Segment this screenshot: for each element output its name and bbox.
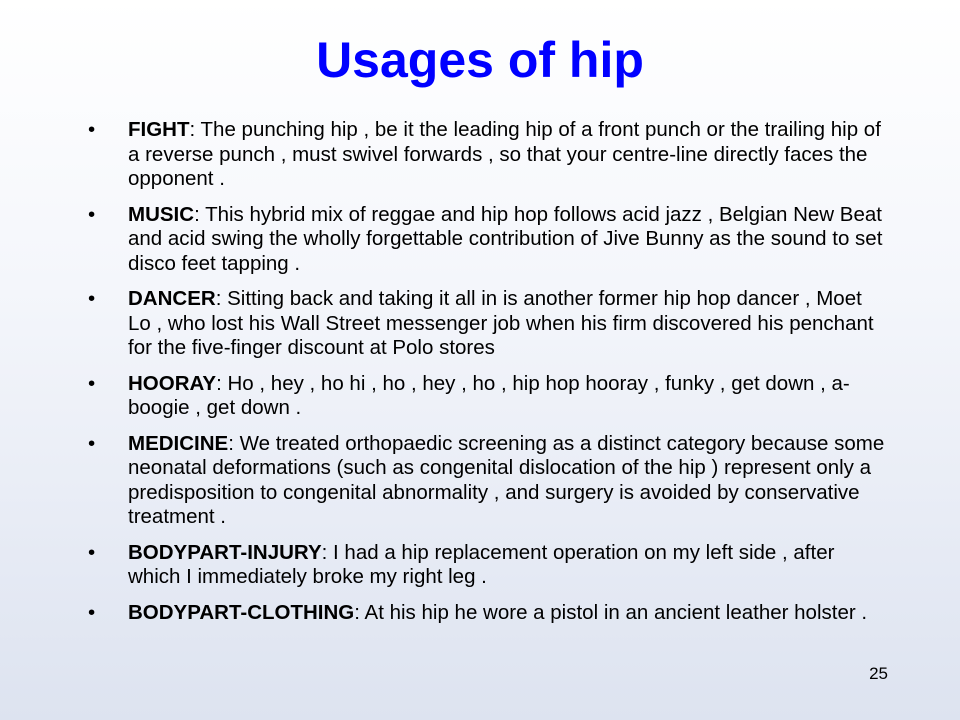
bullet-icon: • [88,202,96,226]
bullet-icon: • [88,540,96,564]
bullet-icon: • [88,371,96,395]
bullet-term: MEDICINE [128,431,229,455]
bullet-text: : We treated orthopaedic screening as a distinct category because some neonatal deformations (such as congenital dislocation of the hip ) represent only a predisposition to congenital abnormality , and surgery is avoided by conservative treatment . [128,431,885,528]
bullet-term: DANCER [128,287,216,310]
bullet-text: : The punching hip , be it the leading hip of a front punch or the trailing hip of a reverse punch , must swivel forwards , so that your centre-line directly faces the opponent . [128,118,881,190]
slide-title: Usages of hip [316,32,644,88]
bullet-item-medicine [88,432,888,530]
page-number: 25 [869,664,888,683]
bullet-icon: • [88,600,96,624]
bullet-item-fight [88,118,888,192]
bullet-text: : This hybrid mix of reggae and hip hop follows acid jazz , Belgian New Beat and acid swing the wholly forgettable contribution of Jive Bunny as the sound to set disco feet tapping . [128,202,883,275]
bullet-list [88,118,888,636]
bullet-text: : Sitting back and taking it all in is another former hip hop dancer , Moet Lo , who lost his Wall Street messenger job when his firm discovered his penchant for the five-finger discount at Polo stores [128,287,874,359]
bullet-item-bodypart-injury [88,541,888,590]
bullet-item-dancer [88,287,888,361]
bullet-item-music [88,203,888,277]
bullet-term: HOORAY [128,371,217,395]
bullet-term: MUSIC [128,202,195,226]
bullet-term: FIGHT [128,118,190,141]
bullet-icon: • [88,431,96,455]
bullet-term: BODYPART-CLOTHING [128,600,355,624]
bullet-item-bodypart-clothing [88,601,888,626]
bullet-text: : Ho , hey , ho hi , ho , hey , ho , hip hop hooray , funky , get down , a-boogie , get down . [128,371,850,419]
bullet-icon: • [88,287,96,310]
bullet-text: : I had a hip replacement operation on my left side , after which I immediately broke my right leg . [128,540,835,588]
bullet-text: : At his hip he wore a pistol in an ancient leather holster . [354,600,868,624]
bullet-term: BODYPART-INJURY [128,540,322,564]
bullet-icon: • [88,118,96,141]
bullet-item-hooray [88,372,888,421]
